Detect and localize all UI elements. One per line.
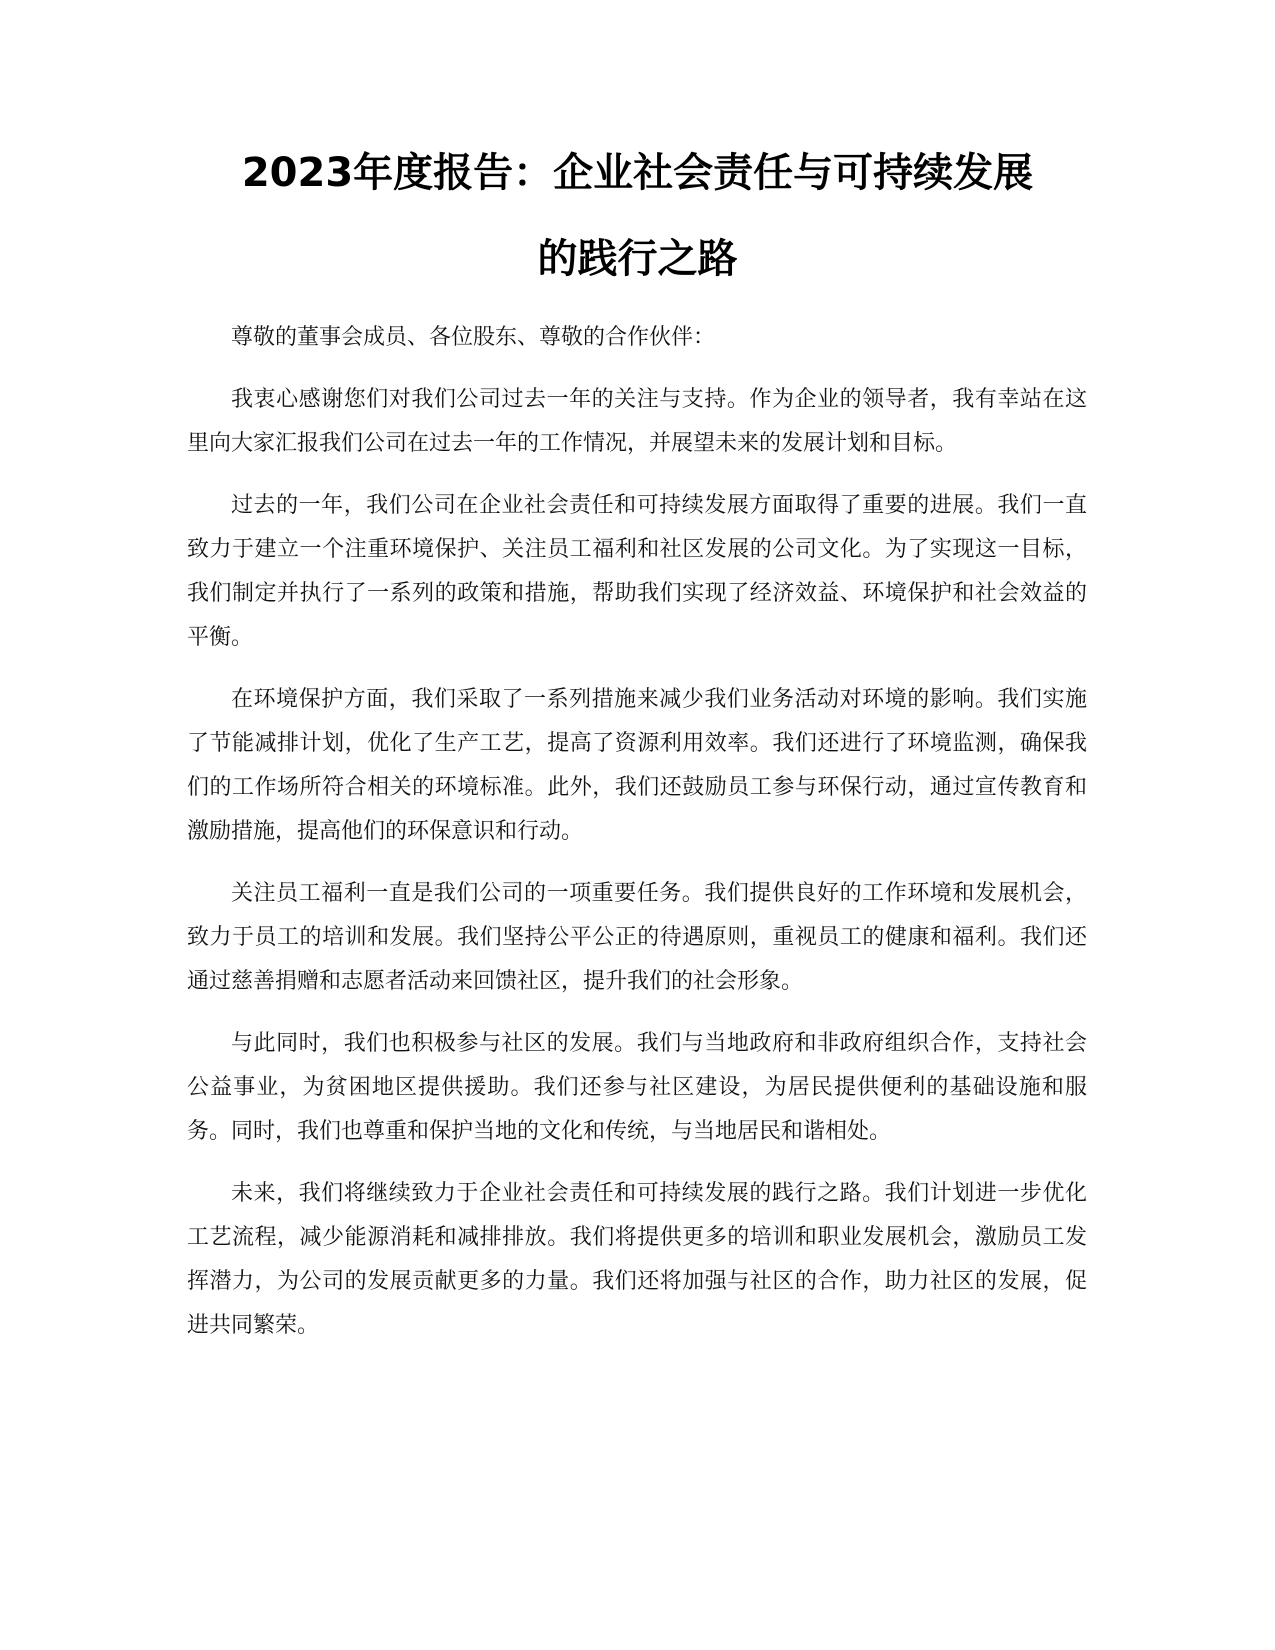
body-paragraph-4: 关注员工福利一直是我们公司的一项重要任务。我们提供良好的工作环境和发展机会，致力于员工的培训和发展。我们坚持公平公正的待遇原则，重视员工的健康和福利。我们还通过慈善捐赠和志愿者活动来回馈社区，提升我们的社会形象。 — [187, 881, 1087, 994]
title-line-2: 的践行之路 — [537, 236, 738, 282]
document-body — [187, 316, 1087, 1366]
title-line-1: 2023年度报告：企业社会责任与可持续发展 — [241, 150, 1034, 196]
salutation-paragraph: 尊敬的董事会成员、各位股东、尊敬的合作伙伴： — [231, 325, 716, 350]
body-paragraph-2: 过去的一年，我们公司在企业社会责任和可持续发展方面取得了重要的进展。我们一直致力于建立一个注重环境保护、关注员工福利和社区发展的公司文化。为了实现这一目标，我们制定并执行了一系列的政策和措施，帮助我们实现了经济效益、环境保护和社会效益的平衡。 — [187, 493, 1087, 650]
body-paragraph-1: 我衷心感谢您们对我们公司过去一年的关注与支持。作为企业的领导者，我有幸站在这里向大家汇报我们公司在过去一年的工作情况，并展望未来的发展计划和目标。 — [187, 387, 1087, 456]
body-paragraph-3: 在环境保护方面，我们采取了一系列措施来减少我们业务活动对环境的影响。我们实施了节能减排计划，优化了生产工艺，提高了资源利用效率。我们还进行了环境监测，确保我们的工作场所符合相关的环境标准。此外，我们还鼓励员工参与环保行动，通过宣传教育和激励措施，提高他们的环保意识和行动。 — [187, 687, 1087, 844]
body-paragraph-5: 与此同时，我们也积极参与社区的发展。我们与当地政府和非政府组织合作，支持社会公益事业，为贫困地区提供援助。我们还参与社区建设，为居民提供便利的基础设施和服务。同时，我们也尊重和保护当地的文化和传统，与当地居民和谐相处。 — [187, 1031, 1087, 1144]
body-paragraph-6: 未来，我们将继续致力于企业社会责任和可持续发展的践行之路。我们计划进一步优化工艺流程，减少能源消耗和减排排放。我们将提供更多的培训和职业发展机会，激励员工发挥潜力，为公司的发展贡献更多的力量。我们还将加强与社区的合作，助力社区的发展，促进共同繁荣。 — [187, 1181, 1087, 1338]
document-title — [150, 142, 1125, 314]
